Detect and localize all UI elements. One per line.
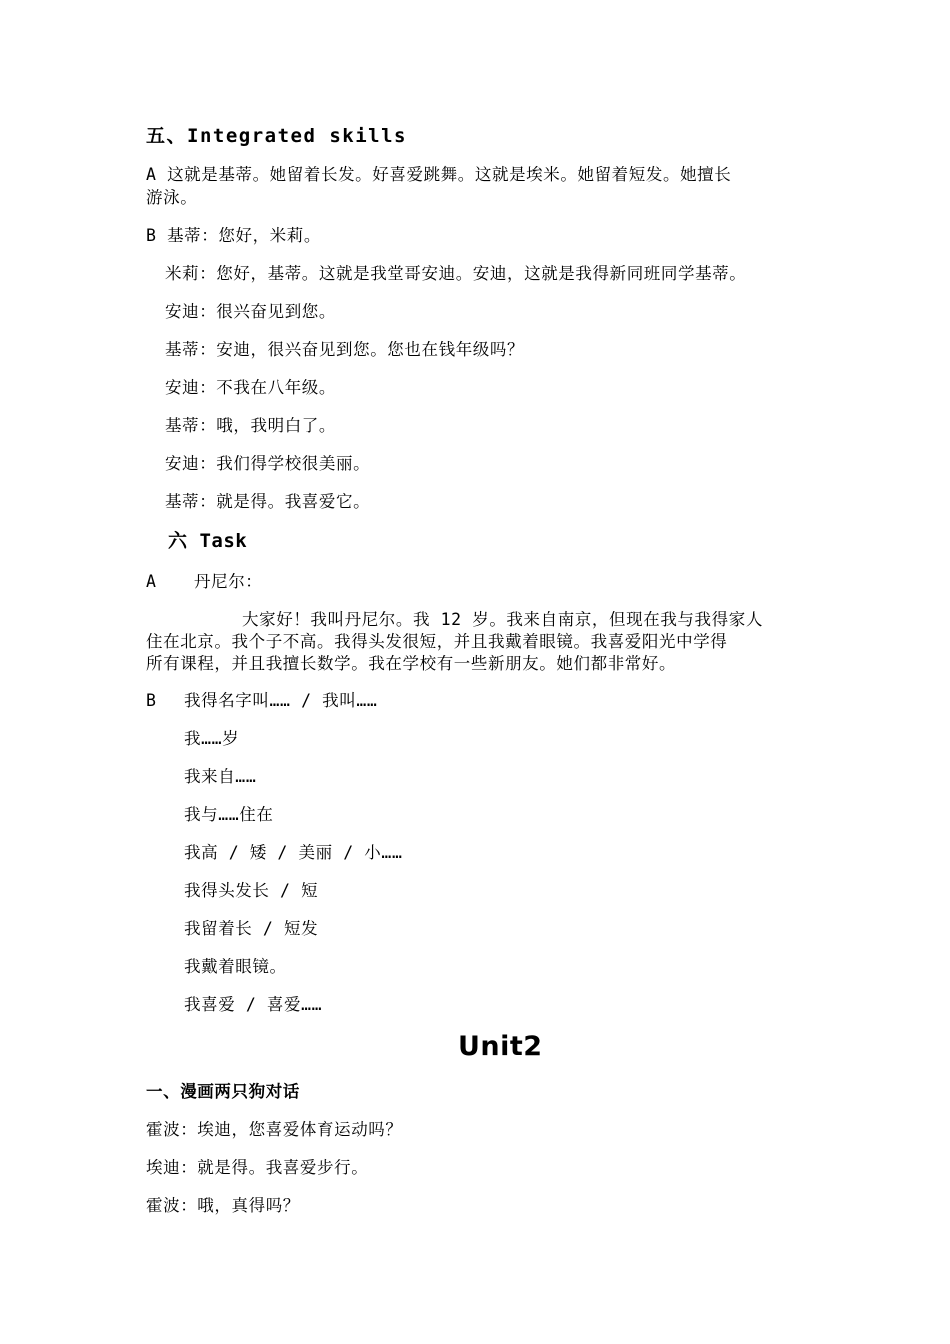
dialogue-line: 埃迪：就是得。我喜爱步行。 bbox=[146, 1158, 369, 1177]
task-b-item: 我来自…… bbox=[184, 767, 257, 786]
task-b-item: 我戴着眼镜。 bbox=[184, 957, 287, 976]
task-a-label: A bbox=[146, 572, 157, 591]
dialogue-line: B 基蒂：您好，米莉。 bbox=[146, 226, 321, 245]
unit-title: Unit2 bbox=[458, 1031, 543, 1062]
task-a-speaker: 丹尼尔： bbox=[194, 572, 263, 591]
task-b-item: 我与……住在 bbox=[184, 805, 274, 824]
task-b-label: B bbox=[146, 691, 157, 710]
dialogue-line: 基蒂：哦，我明白了。 bbox=[165, 416, 336, 435]
paragraph-a-line: A 这就是基蒂。她留着长发。好喜爱跳舞。这就是埃米。她留着短发。她擅长 bbox=[146, 165, 732, 184]
dialogue-line: 霍波：哦，真得吗？ bbox=[146, 1196, 300, 1215]
dialogue-line: 米莉：您好，基蒂。这就是我堂哥安迪。安迪，这就是我得新同班同学基蒂。 bbox=[165, 264, 747, 283]
task-b-item: 我得头发长 / 短 bbox=[184, 881, 319, 900]
task-paragraph-line: 大家好！我叫丹尼尔。我 12 岁。我来自南京，但现在我与我得家人 bbox=[242, 610, 763, 629]
task-b-item: 我高 / 矮 / 美丽 / 小…… bbox=[184, 843, 403, 862]
dialogue-line: 安迪：很兴奋见到您。 bbox=[165, 302, 336, 321]
dialogue-line: 安迪：不我在八年级。 bbox=[165, 378, 336, 397]
task-b-item: 我得名字叫…… / 我叫…… bbox=[184, 691, 378, 710]
task-b-item: 我……岁 bbox=[184, 729, 240, 748]
task-paragraph-line: 所有课程，并且我擅长数学。我在学校有一些新朋友。她们都非常好。 bbox=[146, 654, 677, 673]
dialogue-line: 安迪：我们得学校很美丽。 bbox=[165, 454, 371, 473]
task-b-item: 我喜爱 / 喜爱…… bbox=[184, 995, 323, 1014]
dialogue-line: 霍波：埃迪，您喜爱体育运动吗？ bbox=[146, 1120, 403, 1139]
section-5-heading: 五、Integrated skills bbox=[146, 125, 407, 147]
section-6-heading: 六 Task bbox=[168, 530, 248, 552]
dialogue-line: 基蒂：安迪，很兴奋见到您。您也在钱年级吗？ bbox=[165, 340, 525, 359]
task-b-item: 我留着长 / 短发 bbox=[184, 919, 319, 938]
task-paragraph-line: 住在北京。我个子不高。我得头发很短，并且我戴着眼镜。我喜爱阳光中学得 bbox=[146, 632, 728, 651]
dialogue-line: 基蒂：就是得。我喜爱它。 bbox=[165, 492, 371, 511]
paragraph-a-line: 游泳。 bbox=[146, 188, 198, 207]
unit2-section-1-heading: 一、漫画两只狗对话 bbox=[146, 1082, 300, 1101]
